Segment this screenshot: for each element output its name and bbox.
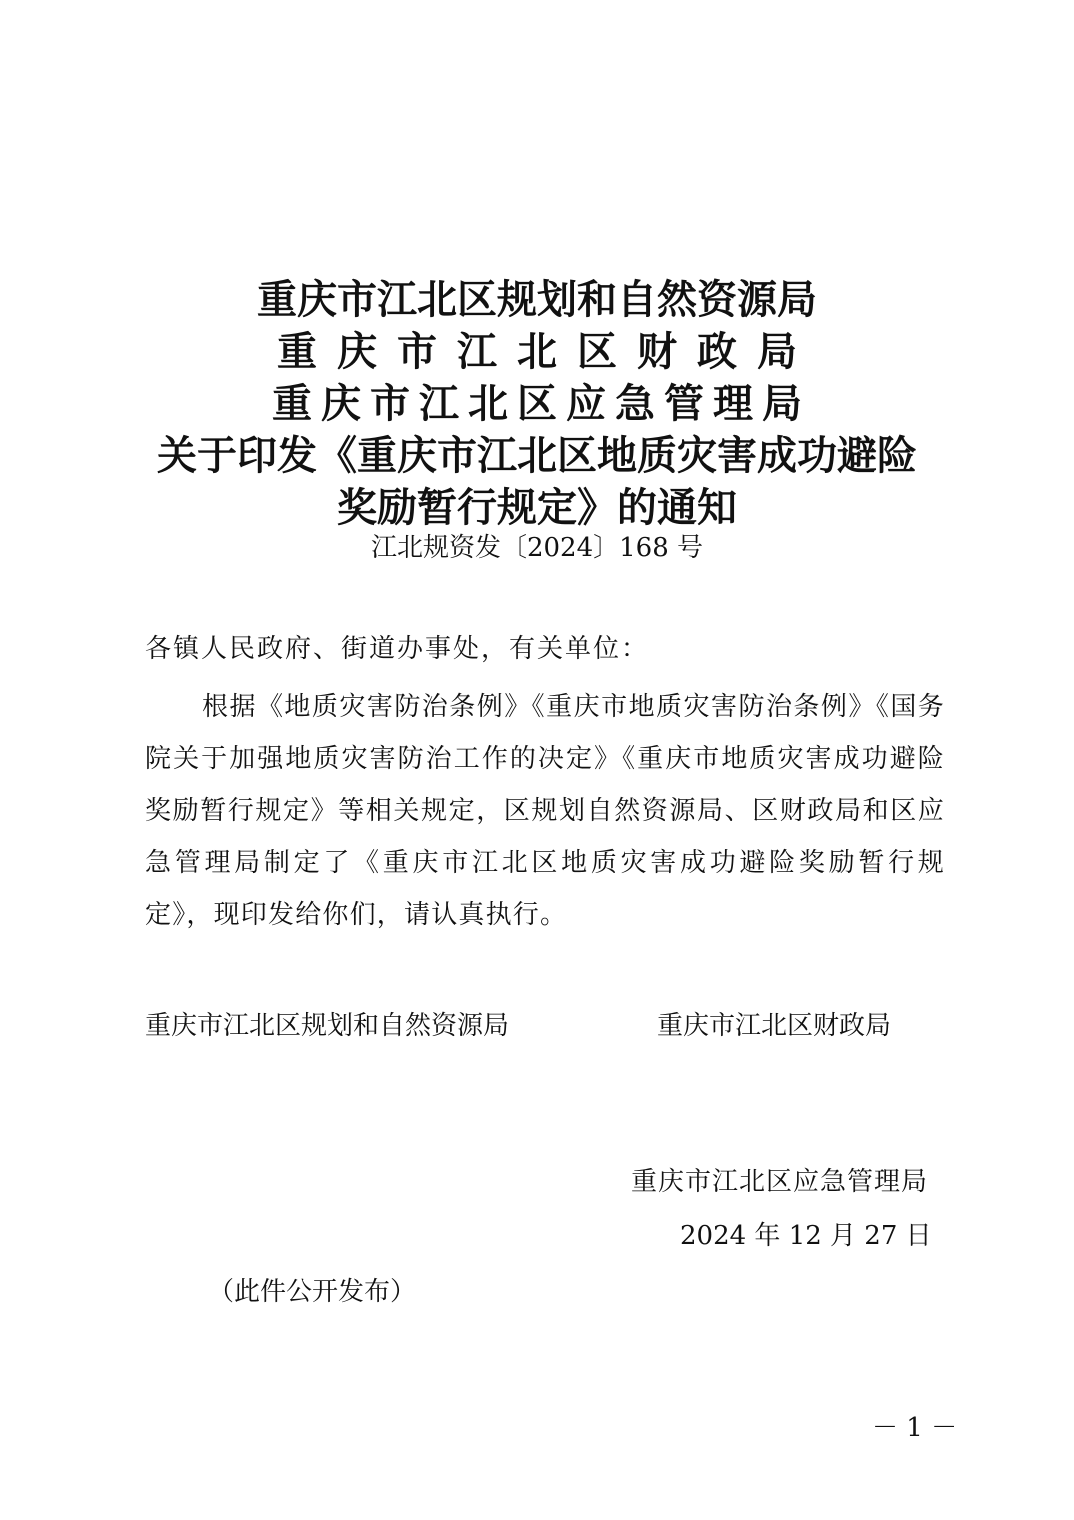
salutation: 各镇人民政府、街道办事处，有关单位： [145, 634, 650, 664]
title-issuer-finance: 重庆市江北区财政局 [277, 329, 817, 375]
body-paragraph: 根据《地质灾害防治条例》《重庆市地质灾害防治条例》《国务院关于加强地质灾害防治工作的决定》《重庆市地质灾害成功避险奖励暂行规定》等相关规定，区规划自然资源局、区财政局和区应急管理局制定了《重庆市江北区地质灾害成功避险奖励暂行规定》，现印发给你们，请认真执行。 [145, 692, 945, 930]
page-number: － 1 － [872, 1413, 958, 1443]
title-subject-line-2: 奖励暂行规定》的通知 [337, 485, 737, 531]
signature-emergency-bureau: 重庆市江北区应急管理局 [631, 1167, 929, 1197]
title-issuer-emergency: 重庆市江北区应急管理局 [272, 381, 811, 427]
document-title [0, 274, 1074, 534]
document-number: 江北规资发〔2024〕168 号 [370, 533, 704, 563]
signature-finance-bureau: 重庆市江北区财政局 [657, 1011, 892, 1041]
title-issuer-planning: 重庆市江北区规划和自然资源局 [257, 277, 817, 323]
signature-date: 2024 年 12 月 27 日 [680, 1221, 932, 1251]
signature-planning-bureau: 重庆市江北区规划和自然资源局 [145, 1011, 510, 1041]
title-subject-line-1: 关于印发《重庆市江北区地质灾害成功避险 [157, 433, 917, 479]
publication-note: （此件公开发布） [208, 1277, 417, 1307]
